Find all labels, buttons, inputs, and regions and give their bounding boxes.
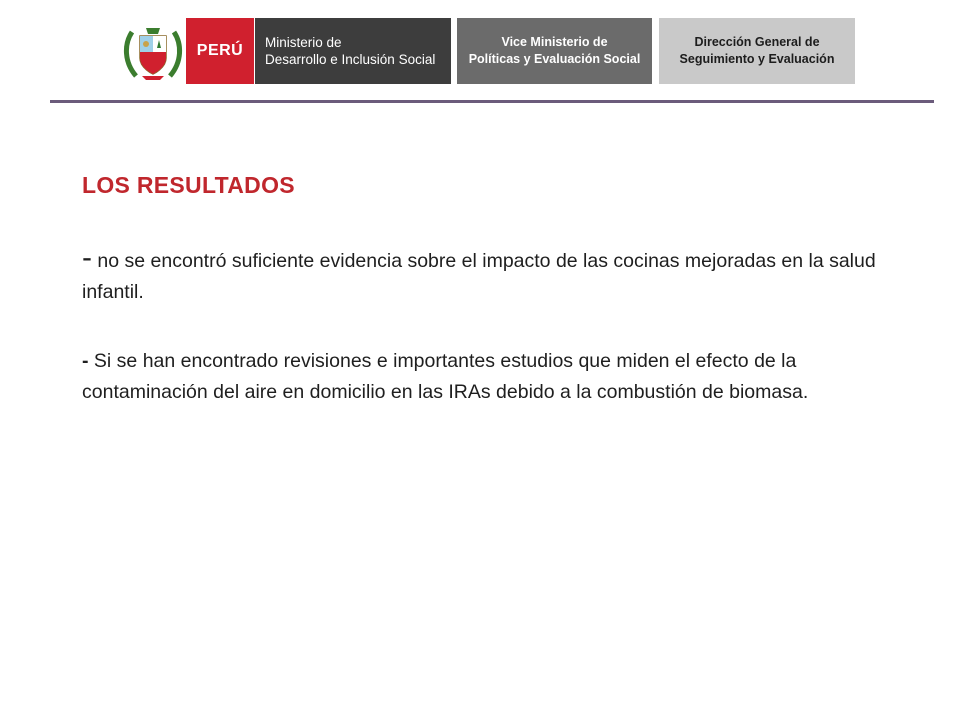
peru-label-box [186,18,254,84]
vice-ministry-line-2: Políticas y Evaluación Social [468,52,641,66]
result-paragraph-1 [82,241,882,308]
bullet-dash: - [82,241,92,274]
header-divider [50,100,934,103]
slide-title: LOS RESULTADOS [82,172,295,198]
direction-line-2: Seguimiento y Evaluación [679,52,835,66]
result-text-2: Si se han encontrado revisiones e importantes estudios que miden el efecto de la contaminación del aire en domicilio en las IRAs debido a la combustión de biomasa. [82,350,809,403]
vice-ministry-line-1: Vice Ministerio de [501,35,608,49]
ministry-line-1: Ministerio de [265,35,342,50]
ministry-name-box [255,18,451,84]
ministry-line-2: Desarrollo e Inclusión Social [265,52,436,67]
bullet-dash: - [82,350,89,372]
peru-label: PERÚ [196,42,244,59]
result-paragraph-2 [82,346,882,408]
result-text-1: no se encontró suficiente evidencia sobre el impacto de las cocinas mejoradas en la salud infantil. [82,250,876,303]
direction-line-1: Dirección General de [694,35,820,49]
slide-header [0,0,960,104]
vice-ministry-box [457,18,652,84]
peru-coat-of-arms-icon [122,22,184,82]
direction-box [659,18,855,84]
